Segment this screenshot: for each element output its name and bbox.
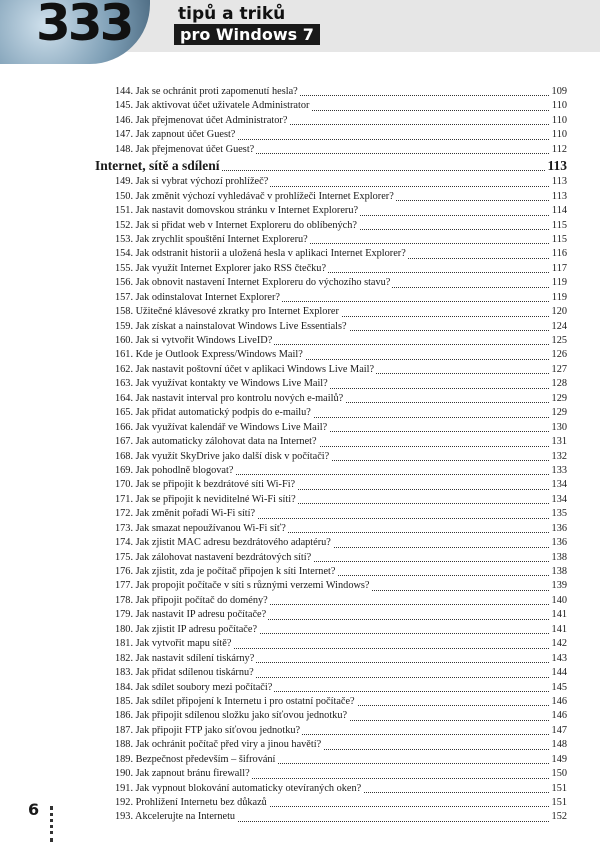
toc-entry-title: 160. Jak si vytvořit Windows LiveID?: [115, 334, 274, 348]
toc-entry: [95, 652, 567, 666]
toc-entry-page: 115: [550, 233, 567, 247]
toc-entry: [95, 377, 567, 391]
toc-entry-title: 155. Jak využít Internet Explorer jako RSS čtečku?: [115, 262, 328, 276]
toc-entry-page: 110: [550, 128, 567, 142]
toc-entry-title: 177. Jak propojit počítače v síti s různými verzemi Windows?: [115, 579, 371, 593]
toc-entry: [95, 128, 567, 142]
toc-entry-title: 152. Jak si přidat web v Internet Exploreru do oblíbených?: [115, 219, 359, 233]
toc-entry-page: 136: [550, 536, 567, 550]
toc-entry-page: 134: [550, 478, 567, 492]
toc-entry: [95, 114, 567, 128]
toc-entry: [95, 681, 567, 695]
toc-entry-page: 119: [550, 276, 567, 290]
toc-entry-page: 152: [550, 810, 567, 824]
toc-entry-title: 168. Jak využít SkyDrive jako další disk v počítači?: [115, 450, 331, 464]
decorative-dots: [50, 806, 57, 842]
toc-entry-title: 175. Jak zálohovat nastavení bezdrátových sítí?: [115, 551, 313, 565]
toc-entry: [95, 767, 567, 781]
toc-entry-page: 129: [550, 406, 567, 420]
toc-entry-title: 167. Jak automaticky zálohovat data na Internet?: [115, 435, 319, 449]
toc-entry-page: 119: [550, 291, 567, 305]
toc-entry-page: 144: [550, 666, 567, 680]
toc-entry-page: 127: [550, 363, 567, 377]
toc-entry: [95, 85, 567, 99]
toc-entry-page: 148: [550, 738, 567, 752]
toc-entry-title: 171. Jak se připojit k neviditelné Wi-Fi síti?: [115, 493, 298, 507]
toc-entry-page: 151: [550, 796, 567, 810]
toc-entry-page: 126: [550, 348, 567, 362]
toc-entry-title: 180. Jak zjistit IP adresu počítače?: [115, 623, 259, 637]
toc-entry-page: 115: [550, 219, 567, 233]
toc-entry-title: 179. Jak nastavit IP adresu počítače?: [115, 608, 268, 622]
toc-entry: [95, 276, 567, 290]
toc-entry-page: 141: [550, 623, 567, 637]
toc-entry-page: 136: [550, 522, 567, 536]
toc-entry-title: 164. Jak nastavit interval pro kontrolu nových e-mailů?: [115, 392, 345, 406]
toc-entry: [95, 594, 567, 608]
toc-entry-title: 176. Jak zjistit, zda je počítač připojen k síti Internet?: [115, 565, 337, 579]
toc-entry: [95, 782, 567, 796]
toc-entry-title: 149. Jak si vybrat výchozí prohlížeč?: [115, 175, 270, 189]
toc-entry-page: 132: [550, 450, 567, 464]
toc-entry-page: 128: [550, 377, 567, 391]
toc-entry: [95, 421, 567, 435]
toc-entry: [95, 507, 567, 521]
toc-entry-title: 144. Jak se ochránit proti zapomenutí hesla?: [115, 85, 300, 99]
toc-entry-title: 193. Akcelerujte na Internetu: [115, 810, 237, 824]
toc-entry: [95, 262, 567, 276]
toc-entry-title: 161. Kde je Outlook Express/Windows Mail?: [115, 348, 305, 362]
toc-entry: [95, 753, 567, 767]
toc-entry-page: 141: [550, 608, 567, 622]
toc-entry-title: 151. Jak nastavit domovskou stránku v Internet Exploreru?: [115, 204, 360, 218]
toc-entry: [95, 522, 567, 536]
toc-entry-page: 117: [550, 262, 567, 276]
toc-entry-page: 112: [550, 143, 567, 157]
toc-entry-title: 183. Jak přidat sdílenou tiskárnu?: [115, 666, 256, 680]
toc-entry-page: 114: [550, 204, 567, 218]
toc-entry-page: 138: [550, 565, 567, 579]
toc-entry-page: 113: [550, 190, 567, 204]
toc-entry-page: 124: [550, 320, 567, 334]
toc-entry-title: 170. Jak se připojit k bezdrátové síti Wi-Fi?: [115, 478, 297, 492]
toc-entry-title: 172. Jak změnit pořadí Wi-Fi sítí?: [115, 507, 257, 521]
toc-entry-title: 181. Jak vytvořit mapu sítě?: [115, 637, 233, 651]
toc-entry: [95, 99, 567, 113]
toc-entry-title: 157. Jak odinstalovat Internet Explorer?: [115, 291, 282, 305]
toc-section-heading: [95, 157, 567, 175]
logo-title: tipů a triků: [178, 4, 286, 24]
toc-entry-page: 138: [550, 551, 567, 565]
toc-entry: [95, 551, 567, 565]
toc-entry-title: Internet, sítě a sdílení: [95, 158, 220, 174]
toc-entry-title: 153. Jak zrychlit spouštění Internet Exploreru?: [115, 233, 310, 247]
toc-entry: [95, 406, 567, 420]
toc-entry-title: 192. Prohlížení Internetu bez důkazů: [115, 796, 269, 810]
toc-entry-title: 159. Jak získat a nainstalovat Windows Live Essentials?: [115, 320, 349, 334]
toc-entry-page: 131: [550, 435, 567, 449]
toc-entry-title: 156. Jak obnovit nastavení Internet Exploreru do výchozího stavu?: [115, 276, 392, 290]
toc-entry: [95, 219, 567, 233]
toc-entry-page: 142: [550, 637, 567, 651]
toc-entry-title: 169. Jak pohodlně blogovat?: [115, 464, 235, 478]
toc-entry-title: 146. Jak přejmenovat účet Administrator?: [115, 114, 289, 128]
toc-entry: [95, 392, 567, 406]
toc-entry-title: 165. Jak přidat automatický podpis do e-mailu?: [115, 406, 313, 420]
toc-entry: [95, 175, 567, 189]
page-number: 6: [28, 800, 40, 819]
toc-entry-title: 174. Jak zjistit MAC adresu bezdrátového adaptéru?: [115, 536, 333, 550]
logo-number: 333: [36, 0, 132, 52]
toc-entry: [95, 493, 567, 507]
toc-entry: [95, 204, 567, 218]
toc-entry: [95, 320, 567, 334]
toc-entry: [95, 738, 567, 752]
toc-entry-page: 109: [550, 85, 567, 99]
toc-entry-title: 182. Jak nastavit sdílení tiskárny?: [115, 652, 256, 666]
toc-entry: [95, 233, 567, 247]
toc-entry-page: 149: [550, 753, 567, 767]
toc-entry: [95, 435, 567, 449]
toc-entry-title: 145. Jak aktivovat účet uživatele Administrator: [115, 99, 311, 113]
toc-entry: [95, 608, 567, 622]
toc-entry: [95, 666, 567, 680]
toc-entry-page: 146: [550, 695, 567, 709]
table-of-contents: [95, 85, 567, 825]
toc-entry-title: 191. Jak vypnout blokování automaticky otevíraných oken?: [115, 782, 363, 796]
toc-entry-title: 158. Užitečné klávesové zkratky pro Internet Explorer: [115, 305, 341, 319]
toc-entry-page: 143: [550, 652, 567, 666]
toc-entry: [95, 724, 567, 738]
toc-entry-title: 185. Jak sdílet připojení k Internetu i pro ostatní počítače?: [115, 695, 357, 709]
toc-entry: [95, 478, 567, 492]
toc-entry: [95, 637, 567, 651]
toc-entry-page: 145: [550, 681, 567, 695]
toc-entry-title: 190. Jak zapnout bránu firewall?: [115, 767, 252, 781]
toc-entry-title: 148. Jak přejmenovat účet Guest?: [115, 143, 256, 157]
toc-entry-title: 186. Jak připojit sdílenou složku jako síťovou jednotku?: [115, 709, 349, 723]
toc-entry-title: 150. Jak změnit výchozí vyhledávač v prohlížeči Internet Explorer?: [115, 190, 396, 204]
toc-entry: [95, 695, 567, 709]
toc-entry: [95, 363, 567, 377]
toc-entry-title: 184. Jak sdílet soubory mezi počítači?: [115, 681, 274, 695]
toc-entry-title: 178. Jak připojit počítač do domény?: [115, 594, 270, 608]
toc-entry-page: 120: [550, 305, 567, 319]
toc-entry-page: 139: [550, 579, 567, 593]
toc-entry: [95, 247, 567, 261]
toc-entry: [95, 464, 567, 478]
toc-entry: [95, 291, 567, 305]
toc-entry-page: 146: [550, 709, 567, 723]
toc-entry: [95, 334, 567, 348]
toc-entry: [95, 143, 567, 157]
toc-entry: [95, 579, 567, 593]
toc-entry-page: 133: [550, 464, 567, 478]
toc-entry-title: 154. Jak odstranit historii a uložená hesla v aplikaci Internet Explorer?: [115, 247, 408, 261]
toc-entry-title: 166. Jak využívat kalendář ve Windows Live Mail?: [115, 421, 329, 435]
toc-entry-page: 135: [550, 507, 567, 521]
toc-entry-page: 151: [550, 782, 567, 796]
toc-entry: [95, 450, 567, 464]
toc-entry: [95, 305, 567, 319]
toc-entry: [95, 190, 567, 204]
toc-entry-page: 110: [550, 99, 567, 113]
toc-entry: [95, 810, 567, 824]
toc-entry-page: 140: [550, 594, 567, 608]
toc-entry-page: 134: [550, 493, 567, 507]
toc-entry-page: 150: [550, 767, 567, 781]
toc-entry-page: 116: [550, 247, 567, 261]
toc-entry-page: 130: [550, 421, 567, 435]
logo-subtitle: pro Windows 7: [174, 24, 320, 45]
toc-entry-page: 110: [550, 114, 567, 128]
toc-entry-title: 163. Jak využívat kontakty ve Windows Live Mail?: [115, 377, 330, 391]
toc-entry: [95, 348, 567, 362]
toc-entry: [95, 796, 567, 810]
toc-entry-page: 113: [550, 175, 567, 189]
toc-entry-page: 129: [550, 392, 567, 406]
toc-entry: [95, 536, 567, 550]
toc-entry-title: 162. Jak nastavit poštovní účet v aplikaci Windows Live Mail?: [115, 363, 376, 377]
toc-entry-title: 187. Jak připojit FTP jako síťovou jednotku?: [115, 724, 302, 738]
toc-entry: [95, 565, 567, 579]
toc-entry-title: 147. Jak zapnout účet Guest?: [115, 128, 237, 142]
toc-entry-title: 188. Jak ochránit počítač před viry a jinou havětí?: [115, 738, 323, 752]
toc-entry-title: 189. Bezpečnost především – šifrování: [115, 753, 277, 767]
toc-entry-title: 173. Jak smazat nepoužívanou Wi-Fi síť?: [115, 522, 288, 536]
toc-entry-page: 113: [547, 158, 567, 174]
toc-entry: [95, 709, 567, 723]
toc-entry-page: 147: [550, 724, 567, 738]
toc-entry-page: 125: [550, 334, 567, 348]
toc-entry: [95, 623, 567, 637]
